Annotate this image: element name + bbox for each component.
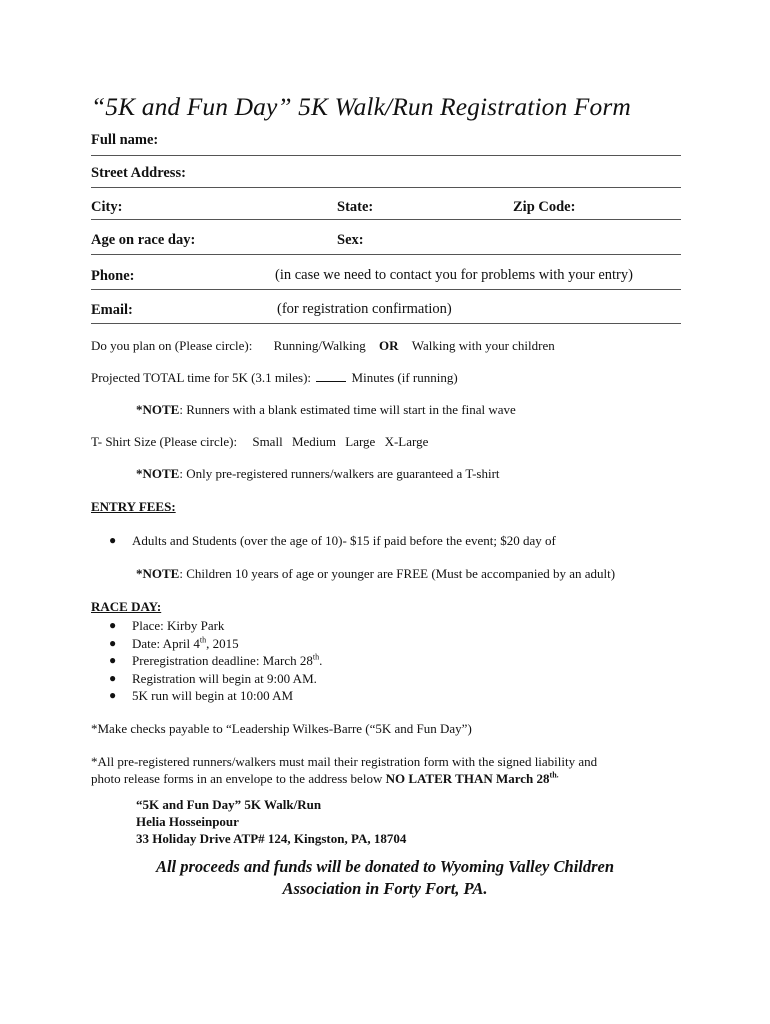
bullet-icon: ● — [109, 618, 117, 632]
bullet-icon: ● — [109, 670, 117, 685]
note-tag: *NOTE — [136, 402, 180, 417]
bullet-icon: ● — [109, 635, 117, 650]
race-date: Date: April 4th, 2015 — [132, 635, 239, 651]
closing-line-1: All proceeds and funds will be donated to Wyoming Valley Children — [155, 857, 615, 876]
list-item — [91, 653, 681, 671]
bullet-icon: ● — [109, 688, 117, 702]
closing-statement — [91, 856, 679, 900]
closing-line-2: Association in Forty Fort, PA. — [282, 879, 488, 898]
race-prereg-deadline: Preregistration deadline: March 28th. — [132, 652, 323, 668]
projected-unit: Minutes (if running) — [351, 370, 458, 385]
email-field[interactable] — [91, 301, 681, 324]
plan-label: Do you plan on (Please circle): — [91, 338, 253, 353]
address-line-3: 33 Holiday Drive ATP# 124, Kingston, PA, 18704 — [136, 831, 407, 846]
age-sex-row[interactable] — [91, 232, 681, 255]
note-tag: *NOTE — [136, 566, 180, 581]
race-day-list — [91, 618, 681, 706]
mail-instructions-line1: *All pre-registered runners/walkers must mail their registration form with the signed liability and — [91, 754, 598, 769]
list-item — [91, 618, 681, 636]
projected-label: Projected TOTAL time for 5K (3.1 miles): — [91, 370, 312, 385]
mail-deadline: NO LATER THAN March 28 — [385, 771, 550, 786]
plan-question — [91, 338, 555, 354]
phone-label: Phone: — [91, 268, 135, 284]
email-note: (for registration confirmation) — [277, 301, 452, 317]
list-item — [91, 671, 681, 689]
plan-or: OR — [379, 338, 399, 353]
note-text: : Children 10 years of age or younger are FREE (Must be accompanied by an adult) — [179, 566, 616, 581]
tshirt-size-small[interactable]: Small — [252, 434, 283, 449]
age-label: Age on race day: — [91, 232, 196, 248]
note-text: : Runners with a blank estimated time will start in the final wave — [179, 402, 516, 417]
tshirt-size-medium[interactable]: Medium — [291, 434, 336, 449]
race-place: Place: Kirby Park — [132, 618, 225, 633]
note-children — [136, 566, 615, 582]
entry-fees-heading: ENTRY FEES: — [91, 499, 176, 514]
sex-label: Sex: — [337, 232, 364, 248]
plan-option-running[interactable]: Running/Walking — [273, 338, 366, 353]
list-item — [91, 688, 681, 706]
note-blank-time — [136, 402, 516, 418]
address-line-2: Helia Hosseinpour — [136, 814, 239, 829]
projected-time-blank[interactable] — [316, 371, 346, 382]
race-start-time: 5K run will begin at 10:00 AM — [132, 688, 294, 703]
street-address-label: Street Address: — [91, 165, 186, 181]
phone-note: (in case we need to contact you for problems with your entry) — [275, 267, 633, 283]
tshirt-size-xlarge[interactable]: X-Large — [384, 434, 429, 449]
note-tag: *NOTE — [136, 466, 180, 481]
entry-fee-item: Adults and Students (over the age of 10)- $15 if paid before the event; $20 day of — [132, 533, 556, 548]
full-name-label: Full name: — [91, 132, 159, 148]
note-text: : Only pre-registered runners/walkers are guaranteed a T-shirt — [179, 466, 500, 481]
zip-code-label: Zip Code: — [513, 199, 576, 215]
checks-payable: *Make checks payable to “Leadership Wilkes-Barre (“5K and Fun Day”) — [91, 721, 472, 736]
address-line-1: “5K and Fun Day” 5K Walk/Run — [136, 797, 322, 812]
email-label: Email: — [91, 302, 133, 318]
projected-time — [91, 370, 458, 386]
tshirt-size-large[interactable]: Large — [345, 434, 376, 449]
tshirt-label: T- Shirt Size (Please circle): — [91, 434, 238, 449]
form-title: “5K and Fun Day” 5K Walk/Run Registration Form — [91, 92, 631, 121]
state-label: State: — [337, 199, 374, 215]
full-name-field[interactable] — [91, 130, 681, 156]
race-day-heading: RACE DAY: — [91, 599, 162, 614]
mail-instructions-line2: photo release forms in an envelope to the address below NO LATER THAN March $28^{th.}$ — [91, 770, 559, 786]
bullet-icon: ● — [109, 533, 117, 547]
city-state-zip-row[interactable] — [91, 198, 681, 220]
note-tshirt — [136, 466, 500, 482]
race-registration-time: Registration will begin at 9:00 AM. — [132, 670, 317, 686]
phone-field[interactable] — [91, 267, 681, 290]
tshirt-size — [91, 434, 428, 450]
plan-option-children[interactable]: Walking with your children — [411, 338, 555, 353]
street-address-field[interactable] — [91, 164, 681, 188]
city-label: City: — [91, 199, 123, 215]
list-item — [91, 636, 681, 654]
bullet-icon: ● — [109, 653, 117, 667]
